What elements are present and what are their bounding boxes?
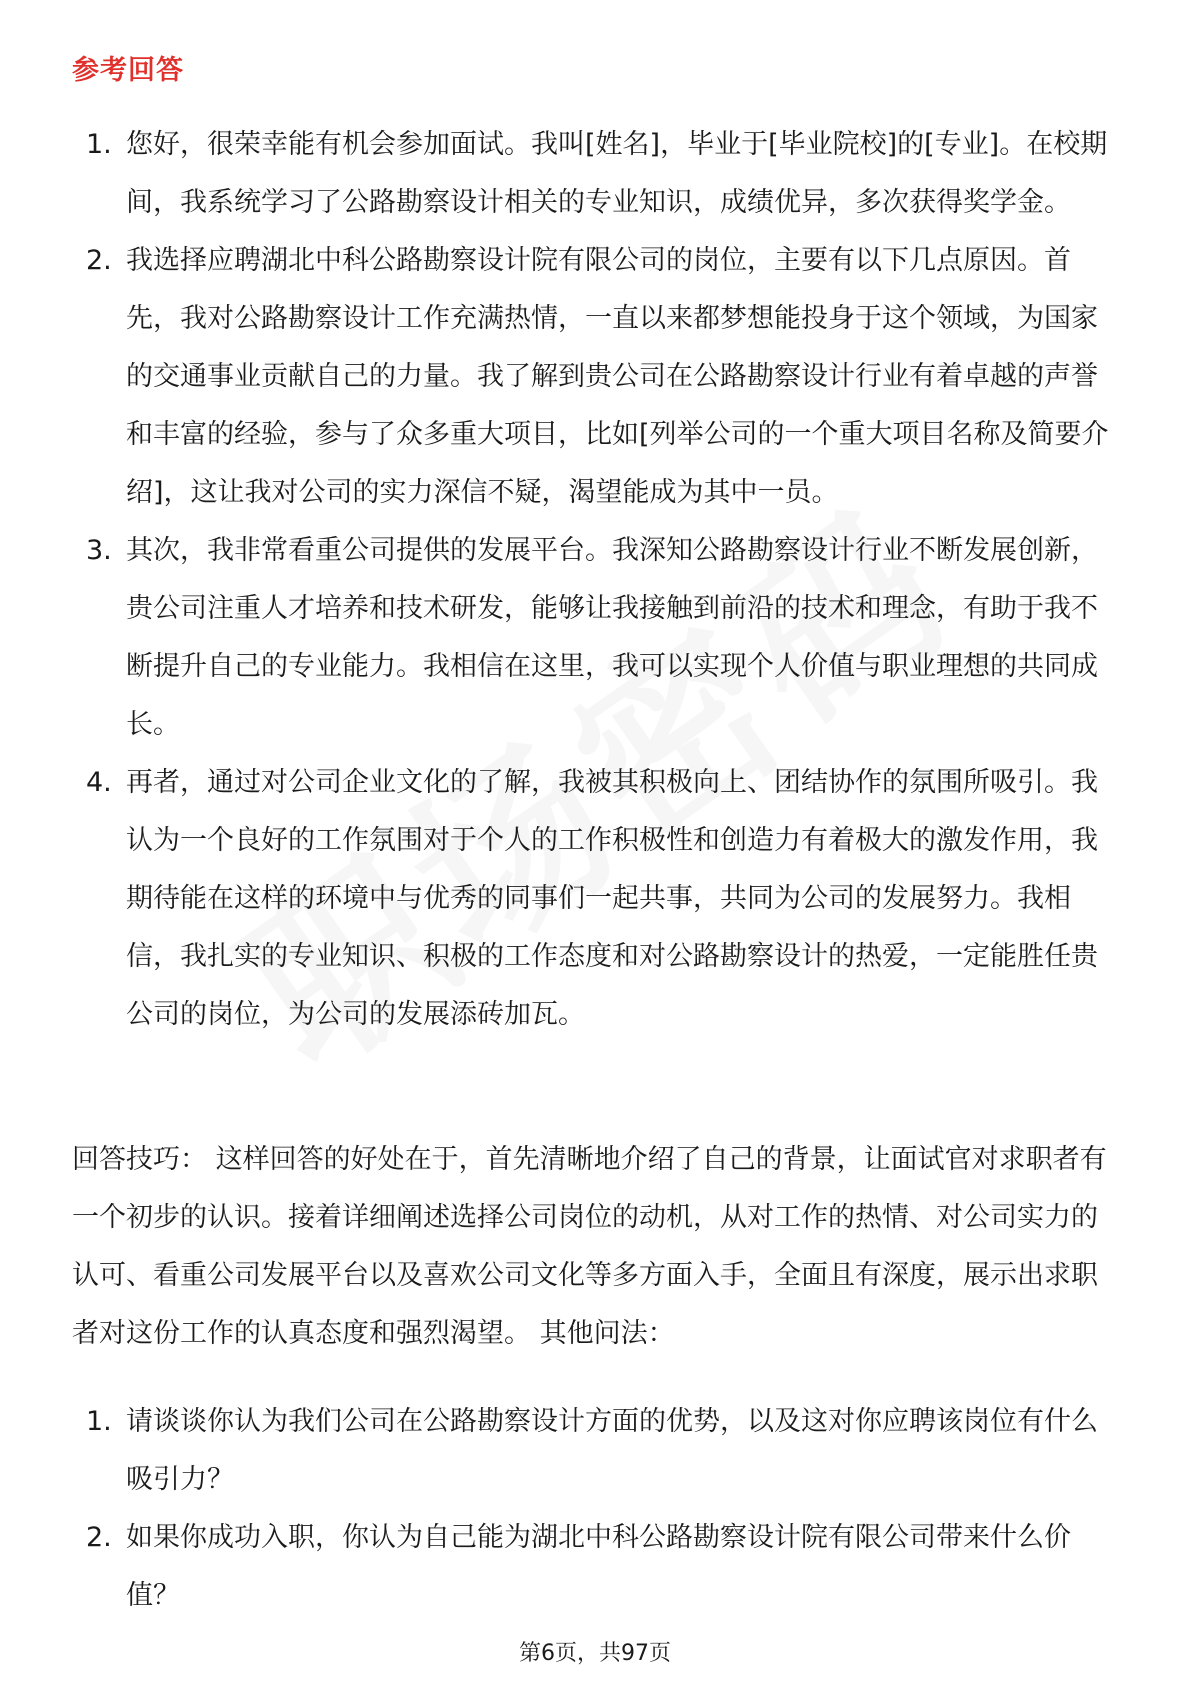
item-number: 2. xyxy=(86,245,112,276)
item-number: 3. xyxy=(86,535,112,566)
section-title: 参考回答 xyxy=(72,55,184,86)
item-text: 其次，我非常看重公司提供的发展平台。我深知公路勘察设计行业不断发展创新，贵公司注重人才培养和技术研发，能够让我接触到前沿的技术和理念，有助于我不断提升自己的专业能力。我相信在这里，我可以实现个人价值与职业理想的共同成长。 xyxy=(126,535,1098,740)
followup-list xyxy=(72,1393,1122,1625)
item-number: 2. xyxy=(86,1522,112,1553)
item-text: 您好，很荣幸能有机会参加面试。我叫[姓名]，毕业于[毕业院校]的[专业]。在校期间，我系统学习了公路勘察设计相关的专业知识，成绩优异，多次获得奖学金。 xyxy=(126,129,1108,218)
item-number: 4. xyxy=(86,767,112,798)
answer-item xyxy=(72,116,1122,232)
answer-item xyxy=(72,522,1122,754)
item-text: 我选择应聘湖北中科公路勘察设计院有限公司的岗位，主要有以下几点原因。首先，我对公路勘察设计工作充满热情，一直以来都梦想能投身于这个领域，为国家的交通事业贡献自己的力量。我了解到贵公司在公路勘察设计行业有着卓越的声誉和丰富的经验，参与了众多重大项目，比如[列举公司的一个重大项目名称及简要介绍]，这让我对公司的实力深信不疑，渴望能成为其中一员。 xyxy=(126,245,1109,508)
answer-tips: 回答技巧： 这样回答的好处在于，首先清晰地介绍了自己的背景，让面试官对求职者有一个初步的认识。接着详细阐述选择公司岗位的动机，从对工作的热情、对公司实力的认可、看重公司发展平台以及喜欢公司文化等多方面入手，全面且有深度，展示出求职者对这份工作的认真态度和强烈渴望。 其他问法： xyxy=(72,1144,1107,1349)
followup-item xyxy=(72,1393,1122,1509)
answer-list xyxy=(72,116,1122,1044)
page-footer: 第6页，共97页 xyxy=(519,1641,671,1666)
answer-item xyxy=(72,232,1122,522)
item-text: 请谈谈你认为我们公司在公路勘察设计方面的优势，以及这对你应聘该岗位有什么吸引力？ xyxy=(126,1406,1098,1495)
item-text: 再者，通过对公司企业文化的了解，我被其积极向上、团结协作的氛围所吸引。我认为一个良好的工作氛围对于个人的工作积极性和创造力有着极大的激发作用，我期待能在这样的环境中与优秀的同事们一起共事，共同为公司的发展努力。我相信，我扎实的专业知识、积极的工作态度和对公路勘察设计的热爱，一定能胜任贵公司的岗位，为公司的发展添砖加瓦。 xyxy=(126,767,1098,1030)
answer-item xyxy=(72,754,1122,1044)
item-number: 1. xyxy=(86,1406,112,1437)
item-number: 1. xyxy=(86,129,112,160)
followup-item xyxy=(72,1509,1122,1625)
item-text: 如果你成功入职，你认为自己能为湖北中科公路勘察设计院有限公司带来什么价值？ xyxy=(126,1522,1071,1611)
